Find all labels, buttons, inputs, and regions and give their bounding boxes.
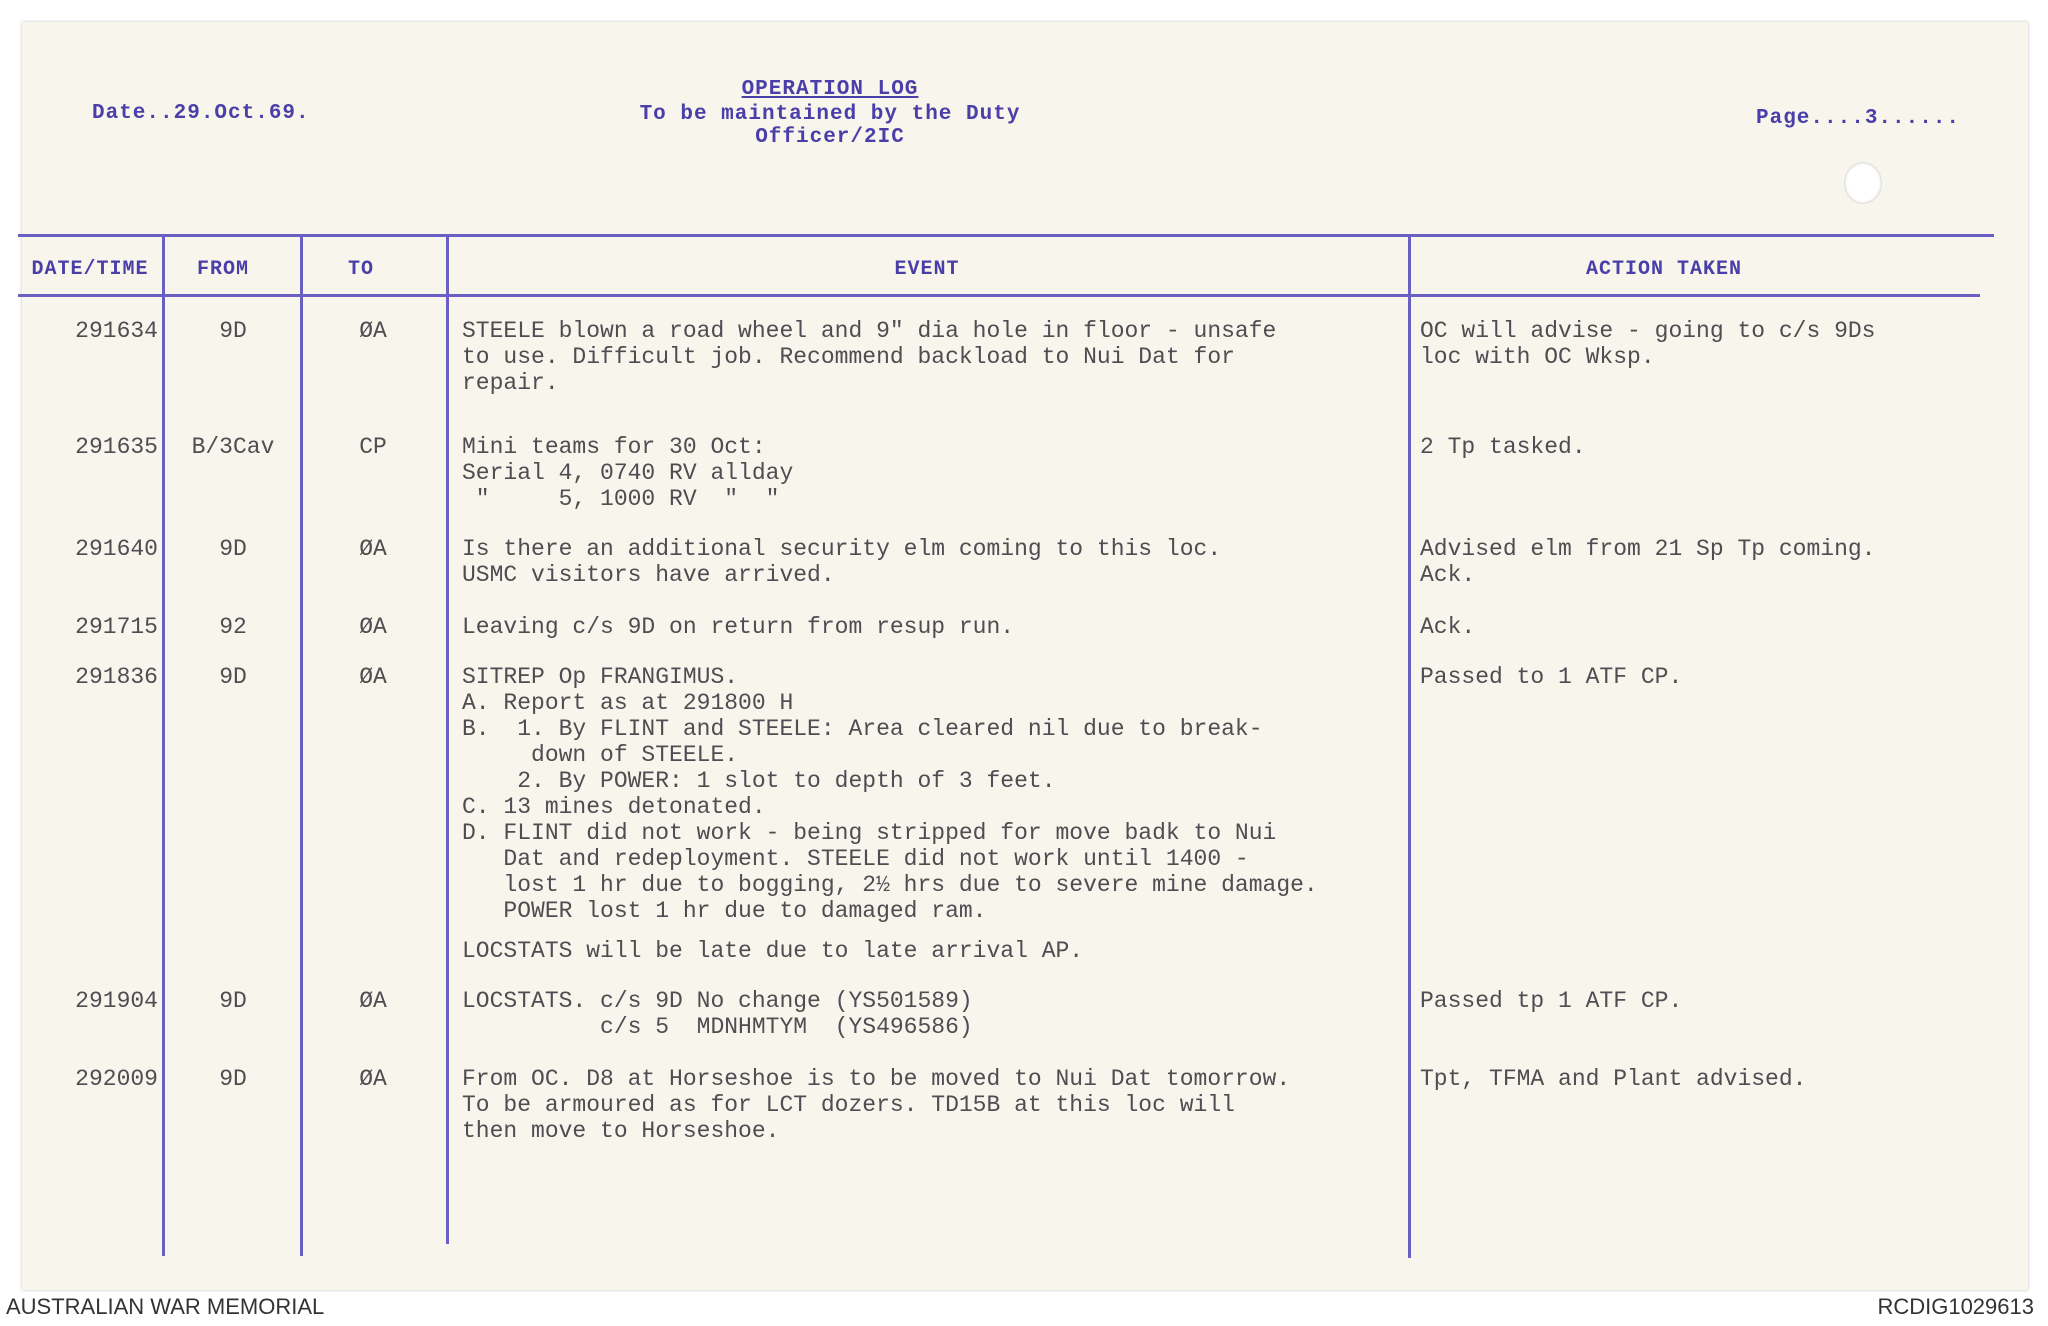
row-to: ØA: [359, 1066, 387, 1092]
log-subtitle: To be maintained by the Duty Officer/2IC: [639, 103, 1021, 149]
row-to: ØA: [359, 664, 387, 690]
row-action: Passed tp 1 ATF CP.: [1420, 988, 1683, 1014]
column-divider: [300, 234, 303, 1256]
log-date: Date..29.Oct.69.: [92, 102, 310, 125]
row-action: Advised elm from 21 Sp Tp coming. Ack.: [1420, 536, 1876, 588]
row-from: 9D: [219, 536, 247, 562]
row-event: From OC. D8 at Horseshoe is to be moved to Nui Dat tomorrow. To be armoured as for LCT dozers. TD15B at this loc will then move to Horseshoe.: [462, 1066, 1291, 1144]
row-from: 9D: [219, 664, 247, 690]
row-action: 2 Tp tasked.: [1420, 434, 1586, 460]
row-to: ØA: [359, 988, 387, 1014]
row-action: Ack.: [1420, 614, 1476, 640]
row-datetime: 292009: [75, 1066, 158, 1092]
row-event: STEELE blown a road wheel and 9" dia hole in floor - unsafe to use. Difficult job. Recommend backload to Nui Dat for repair.: [462, 318, 1277, 396]
page-number: Page....3......: [1756, 107, 1961, 130]
row-event: Is there an additional security elm coming to this loc. USMC visitors have arrived.: [462, 536, 1222, 588]
table-top-rule: [18, 234, 1994, 237]
log-title: OPERATION LOG: [741, 78, 919, 101]
row-from: 9D: [219, 318, 247, 344]
row-datetime: 291715: [75, 614, 158, 640]
column-divider: [446, 234, 449, 1244]
row-from: B/3Cav: [191, 434, 275, 460]
row-event: SITREP Op FRANGIMUS. A. Report as at 291800 H B. 1. By FLINT and STEELE: Area cleared nil due to break- down of STEELE. 2. By POWER: 1 slot to depth of 3 feet. C. 13 mines detonated. D. FLINT did not work - being stripped for move badk to Nui Dat and redeployment. STEELE did not work until 1400 - lost 1 hr due to bogging, 2½ hrs due to severe mine damage. POWER lost 1 hr due to damaged ram.: [462, 664, 1318, 924]
row-event: Leaving c/s 9D on return from resup run.: [462, 614, 1015, 640]
row-action: OC will advise - going to c/s 9Ds loc with OC Wksp.: [1420, 318, 1876, 370]
row-datetime: 291904: [75, 988, 158, 1014]
column-divider: [1408, 234, 1411, 1258]
table-header-rule: [18, 294, 1980, 297]
column-header-from: FROM: [196, 258, 249, 281]
row-datetime: 291640: [75, 536, 158, 562]
row-to: ØA: [359, 536, 387, 562]
row-to: ØA: [359, 614, 387, 640]
row-to: ØA: [359, 318, 387, 344]
row-datetime: 291635: [75, 434, 158, 460]
row-action: Tpt, TFMA and Plant advised.: [1420, 1066, 1807, 1092]
column-header-action: ACTION TAKEN: [1585, 258, 1743, 281]
archive-id: RCDIG1029613: [1877, 1294, 2034, 1319]
row-from: 92: [219, 614, 247, 640]
column-header-datetime: DATE/TIME: [31, 258, 149, 281]
row-datetime: 291836: [75, 664, 158, 690]
punch-hole: [1844, 162, 1882, 204]
log-title-block: [560, 78, 1100, 149]
row-event: Mini teams for 30 Oct: Serial 4, 0740 RV allday " 5, 1000 RV " ": [462, 434, 794, 512]
column-divider: [162, 234, 165, 1256]
row-event: LOCSTATS. c/s 9D No change (YS501589) c/s 5 MDNHMTYM (YS496586): [462, 988, 973, 1040]
row-datetime: 291634: [75, 318, 158, 344]
row-from: 9D: [219, 988, 247, 1014]
row-from: 9D: [219, 1066, 247, 1092]
row-to: CP: [359, 434, 387, 460]
column-header-event: EVENT: [894, 258, 960, 281]
archive-credit: AUSTRALIAN WAR MEMORIAL: [6, 1294, 325, 1319]
column-header-to: TO: [347, 258, 374, 281]
row-event-note: LOCSTATS will be late due to late arrival AP.: [462, 938, 1084, 964]
row-action: Passed to 1 ATF CP.: [1420, 664, 1683, 690]
